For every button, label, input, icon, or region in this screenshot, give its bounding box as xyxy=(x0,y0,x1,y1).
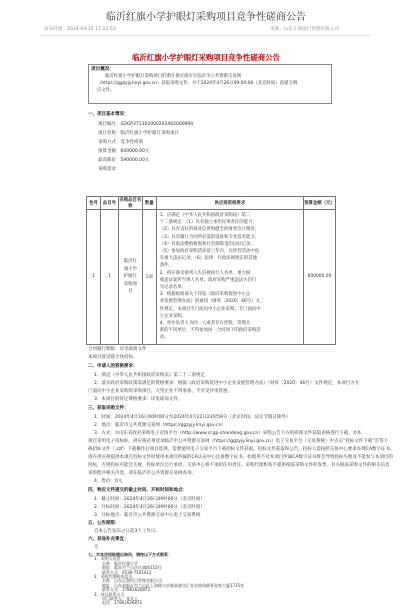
requirement-line: （5）参加政府采购活动前三年内，在经营活动中没 xyxy=(159,249,260,255)
header-package: 包号 xyxy=(87,197,101,210)
source-label: 来源：山东正润项目管理有限公司 xyxy=(270,27,339,32)
header-divider xyxy=(40,35,372,36)
contact-heading: 3．项目联系方式 xyxy=(94,591,125,597)
header-budget: 预算金额（元） xyxy=(304,197,336,210)
agency-address: 地址：山东省临沂市兰山区上海路与京新高速交汇处东南角颐景星座大厦1715室 xyxy=(102,582,245,588)
item-name-line: 临沂红 xyxy=(123,259,137,265)
header-requirements: 供应商资格要求 xyxy=(156,197,303,210)
requirement-line: 条件。 xyxy=(159,263,173,269)
requirement-line: 2．供应商未被列入失信被执行人名单、重大税 xyxy=(159,270,251,276)
obtain-method-cont: 项目采用电子投标标，供应商必须登录临沂市公共资源交易网（https://ggzyjy.linyi.gov.cn）电子交易平台（交易系统）中点击“投标文件下载”页签下 xyxy=(88,439,389,444)
item-name-line: 目 xyxy=(128,289,133,295)
requirement-line: 件规定，本项目专门面向中小企业采购，专门面向中 xyxy=(159,306,261,312)
requirement-line: 3．根据财政部关于印发《政府采购促进中小企 xyxy=(159,292,251,298)
requirement-line: （4）有依法缴纳税收和社会保障金的良好记录； xyxy=(159,241,255,247)
section-7-heading: 七、对本次招标提出询问，请按以下方式联系： xyxy=(88,552,172,557)
opening-time: 2．开标时间：2024年4月26日09时00分（北京时间） xyxy=(94,505,205,510)
item-name-line: 护眼灯 xyxy=(123,274,137,280)
header-item-name: 采购品目名称 xyxy=(119,198,142,209)
procurement-method: 采购方式：竞争性磋商 xyxy=(98,140,143,145)
section-6-heading: 六、其他补充事宜： xyxy=(88,537,129,542)
requirement-line: 4．单位负责人为同一人或者存在控股、管理关 xyxy=(159,321,251,327)
table-header-row xyxy=(87,197,336,210)
cell-requirements xyxy=(156,210,303,345)
opening-place: 3．开标地点：临沂市公共资源交易中心电子交易系统 xyxy=(94,513,201,518)
requirement-line: 动。 xyxy=(159,335,169,341)
document-title: 临沂红旗小学护眼灯采购项目竞争性磋商公告 xyxy=(132,53,280,62)
obtain-method: 3．方式：①山东省政府采购电子卖场平台（http://www.ccgp-shandong.gov.cn）采购公告下方的磋商文件获取表格进行下载。②本 xyxy=(94,431,362,436)
obtain-method-cont: 载招标文件（.szf）下载操作后项目选择，需要使用电子交易平台下载招标文件获取。投标文件获取和公告，投标人需按照交易中心要求办理CA数字证书。 xyxy=(88,447,395,452)
requirement-line: 十二条规定：（1）具有独立承担民事责任的能力； xyxy=(159,220,257,226)
cell-item-name xyxy=(118,210,142,345)
purchaser-name: 名称：临沂红旗小学 xyxy=(102,560,138,566)
notice-period: 自本公告发布之日起3个工作日。 xyxy=(94,529,160,534)
section-4-heading: 四、响应文件提交的截止时间、开标时间和地点： xyxy=(88,488,187,493)
item-name-line: 旗小学 xyxy=(123,266,137,272)
header-quantity: 数量 xyxy=(142,197,156,210)
obtain-time: 1．时间：2024年4月16日00时00分至2024年4月22日23时59分（北京时间，法定节假日除外） xyxy=(94,415,291,420)
qualification-item: 门面向中小企业采购的采购项目，大型企业不得参加，不享受评审优惠。 xyxy=(88,389,232,394)
item-name-line: 采购项 xyxy=(123,281,137,287)
contact-phone: 电话：17861626872 xyxy=(102,600,142,606)
requirement-line: 为记录名单； xyxy=(159,285,187,291)
overview-line: 应文件。 xyxy=(97,88,115,93)
qualification-item: 2．落实政府采购政策需满足的资格要求：根据《政府采购促进中小企业发展管理办法》（财库〔2020〕46号）文件规定，本项目为专 xyxy=(94,381,360,386)
agency-heading: 2．采购代理机构信息 xyxy=(94,574,133,579)
section-1-heading: 一、项目基本情况： xyxy=(88,112,129,117)
consortium-note: 本项目接受联合体投标。 xyxy=(88,355,138,360)
requirements-table xyxy=(86,196,336,345)
qualification-item: 3．本项目的特定资格要求：详见磋商文件。 xyxy=(94,397,183,402)
agency-name: 名称：山东正润项目管理有限公司 xyxy=(102,578,162,584)
overview-line: （https://ggzyjy.linyi.gov.cn）获取采购文件，并于2024年4月26日09:00:00（北京时间）前递交响 xyxy=(97,81,298,86)
overview-heading: 项目概况： xyxy=(91,67,114,72)
requirement-line: 系的不同单位，不得参加同一合同项下的政府采购活 xyxy=(159,328,261,334)
obtain-place: 2．地点：临沂市公共资源交易网（https://ggzyjy.linyi.gov.cn） xyxy=(94,423,226,428)
cell-package: 1 xyxy=(87,210,101,345)
purchaser-heading: 1．采购人信息 xyxy=(94,556,121,562)
project-overview-box xyxy=(88,64,332,104)
publish-time: 发布时间：2024-04-15 17:22:53 xyxy=(44,27,116,32)
procurement-demand-label: 采购需求： xyxy=(98,167,121,172)
page-title: 临沂红旗小学护眼灯采购项目竞争性磋商公告 xyxy=(106,12,306,23)
agency-phone: 联系方式：17861626872 xyxy=(102,587,150,593)
project-number: 项目编号：SDGP371302000202402000994 xyxy=(98,122,194,127)
table-row xyxy=(87,210,336,345)
purchaser-address: 地址：临沂市兰山区红旗路153号 xyxy=(102,565,162,571)
requirement-line: 1．应满足《中华人民共和国政府采购法》第二 xyxy=(159,213,251,218)
contract-period: 合同履行期限：详见磋商文件 xyxy=(88,347,147,352)
section-2-heading: 二、申请人的资格要求： xyxy=(88,364,138,369)
obtain-method-cont: 投标，否则投标可能会失败，投标单位自行承担，交易中心将不承担任何责任。采购代理机构不提供纸质采购文件的发售，有关纸质采购文件的相关信息 xyxy=(88,463,390,468)
purchaser-phone: 联系方式：0539-7501412 xyxy=(102,569,152,575)
cell-quantity: 1项 xyxy=(142,210,156,345)
cell-budget: 600000.00 xyxy=(304,210,336,345)
document-price: 4．售价：0元 xyxy=(94,479,123,484)
deadline: 1．截止时间：2024年4月26日09时00分（北京时间） xyxy=(94,497,205,502)
requirement-line: 小企业采购。 xyxy=(159,313,187,319)
obtain-method-cont: 请在供应商提供本项目投标文件时使用本项目所属的CA认证中心注册数字证书，如使用不对本项目所属CA数字证书将会导致投标失败及不能参与本项目的 xyxy=(88,455,393,460)
overview-line: 临沂红旗小学护眼灯采购项目的潜在供应商应在临沂市公共资源交易网 xyxy=(105,74,242,79)
cell-item-no: 1 xyxy=(100,210,118,345)
requirement-line: 业发展管理办法》的通知（财库〔2020〕46号）文 xyxy=(159,299,260,305)
obtain-method-cont: 采购程序相关内容，请在临沂市公共资源交易网查询。 xyxy=(88,471,196,476)
project-name: 项目名称：临沂红旗小学护眼灯采购项目 xyxy=(98,131,179,136)
section-5-heading: 五、公告期限： xyxy=(88,521,120,526)
section-3-heading: 三、获取采购文件： xyxy=(88,406,129,411)
contact-person: 项目联系人：张女士 xyxy=(102,596,138,601)
requirement-line: （3）具有履行合同所必需的设备和专业技术能力； xyxy=(159,234,260,240)
qualification-item: 1．满足《中华人民共和国政府采购法》第二十二条规定； xyxy=(94,373,210,378)
other-matters: 无 xyxy=(94,545,99,550)
requirement-line: 收违法案件当事人名单、政府采购严重违法失信行 xyxy=(159,277,257,283)
requirement-line: （2）具有良好的商业信誉和健全的财务会计制度； xyxy=(159,227,260,233)
requirement-line: 有重大违法记录；（6）法律、行政法规规定的其他 xyxy=(159,256,257,262)
header-item-no: 品目号 xyxy=(100,197,118,210)
max-price: 最高限价：590000.00元 xyxy=(98,158,150,163)
budget-amount: 预算金额：600000.00元 xyxy=(98,149,150,154)
overview-text xyxy=(89,73,331,94)
